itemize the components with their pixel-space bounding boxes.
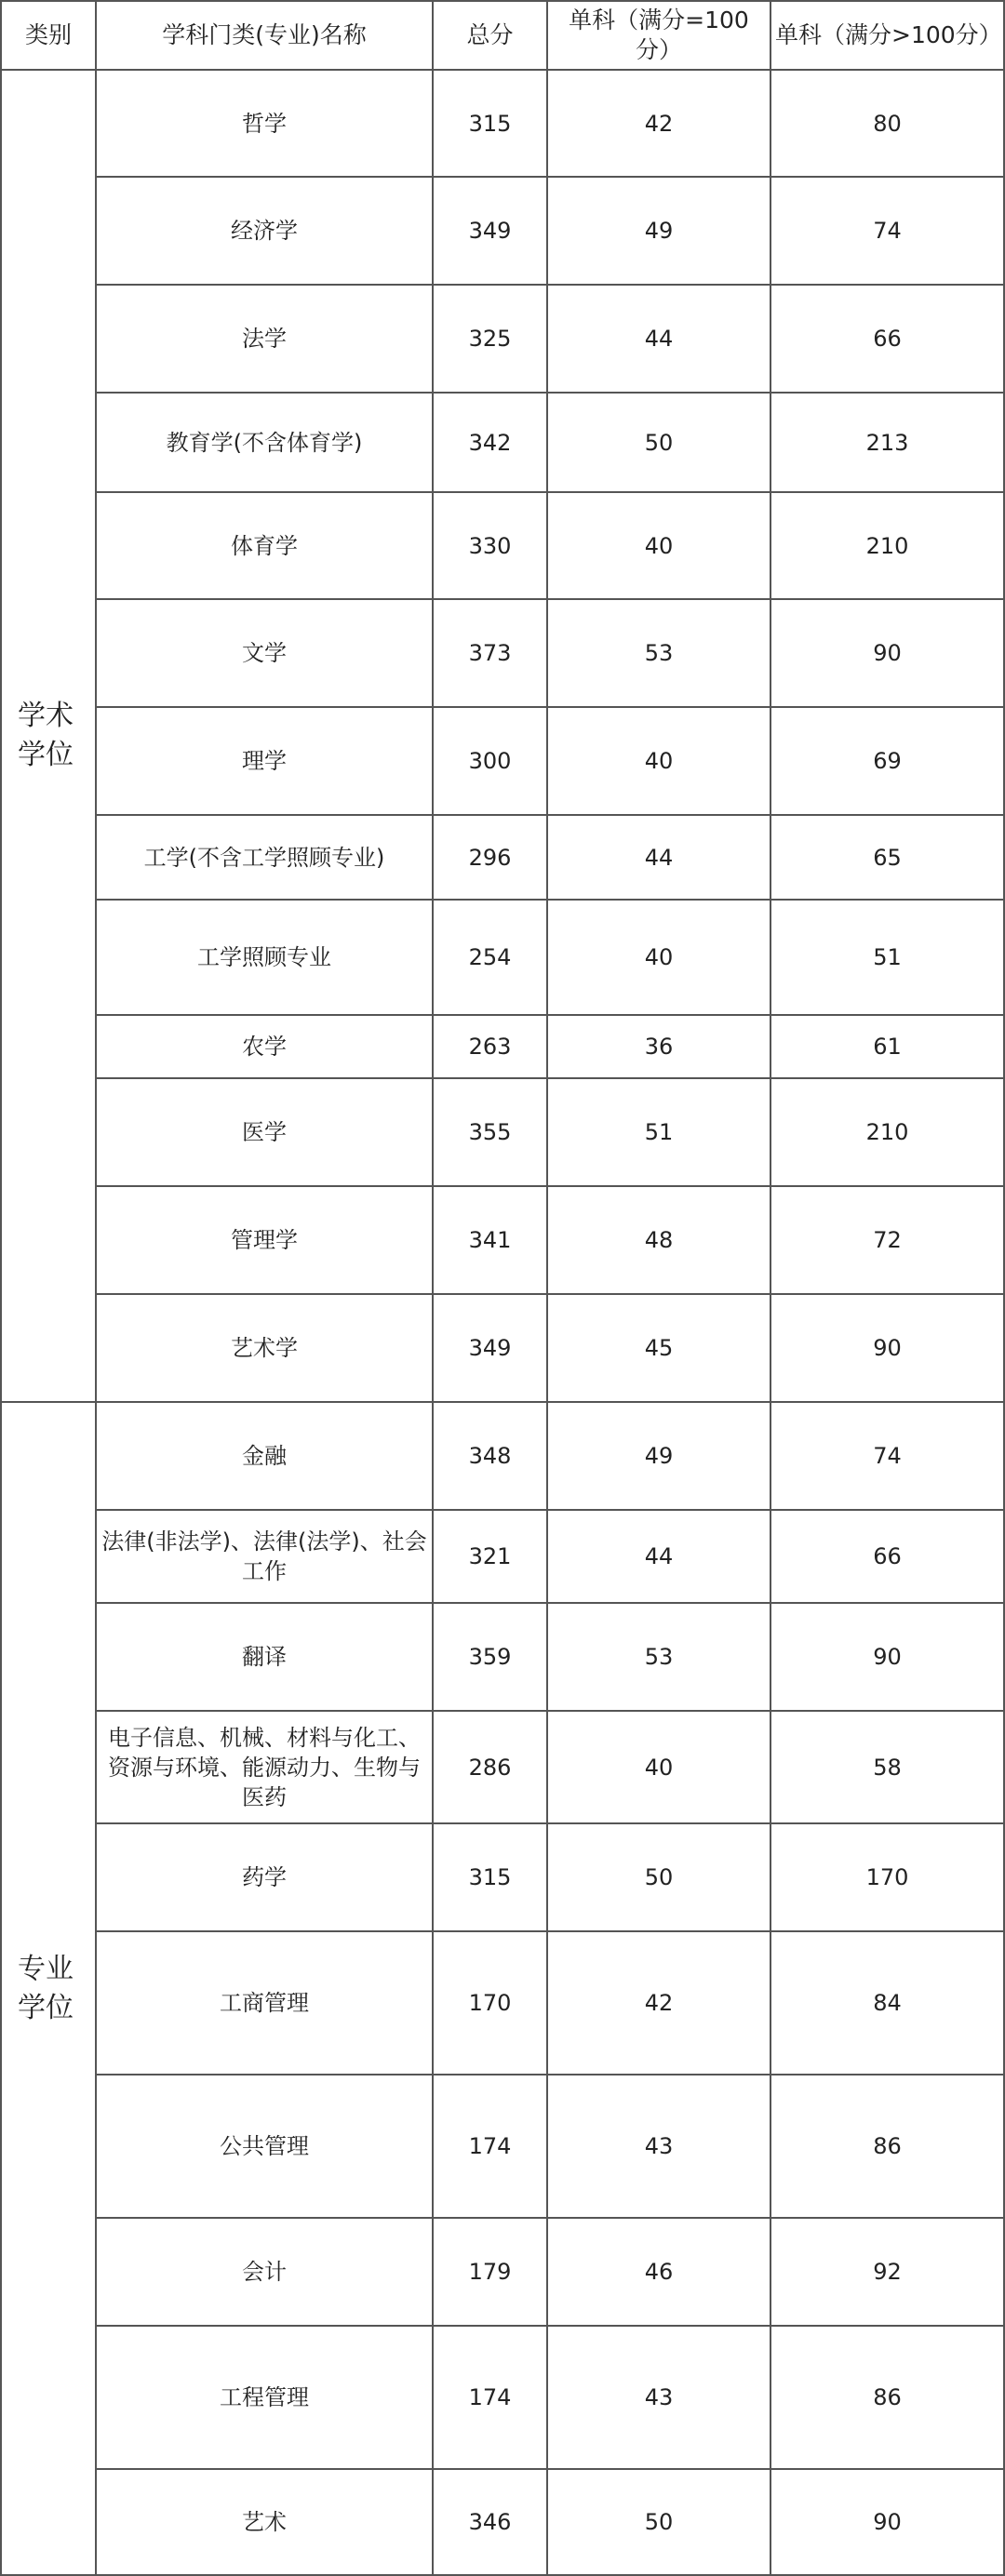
subject-name: 教育学(不含体育学) [96,393,433,492]
single-over-100-score: 65 [770,815,1004,900]
single-over-100-score: 90 [770,1603,1004,1711]
table-body [1,70,1004,2575]
single-100-score: 50 [547,2469,770,2575]
header-single-over-100: 单科（满分>100分） [770,1,1004,70]
category-cell-professional: 专业学位 [1,1402,96,2575]
single-over-100-score: 92 [770,2218,1004,2326]
table-row [1,70,1004,177]
table-row [1,815,1004,900]
subject-name: 医学 [96,1078,433,1186]
total-score: 254 [433,900,547,1015]
subject-name: 会计 [96,2218,433,2326]
table-row [1,1186,1004,1294]
subject-name: 翻译 [96,1603,433,1711]
single-100-score: 43 [547,2075,770,2218]
subject-name: 理学 [96,707,433,815]
single-100-score: 44 [547,1510,770,1603]
total-score: 330 [433,492,547,599]
subject-name: 农学 [96,1015,433,1078]
subject-name: 药学 [96,1823,433,1931]
single-100-score: 44 [547,815,770,900]
table-row [1,2075,1004,2218]
table-row [1,1603,1004,1711]
subject-name: 电子信息、机械、材料与化工、资源与环境、能源动力、生物与医药 [96,1711,433,1823]
table-row [1,285,1004,393]
total-score: 346 [433,2469,547,2575]
total-score: 174 [433,2075,547,2218]
total-score: 315 [433,1823,547,1931]
single-100-score: 45 [547,1294,770,1402]
single-over-100-score: 66 [770,1510,1004,1603]
single-100-score: 49 [547,177,770,285]
single-100-score: 40 [547,900,770,1015]
total-score: 286 [433,1711,547,1823]
subject-name: 工商管理 [96,1931,433,2075]
single-over-100-score: 69 [770,707,1004,815]
table-row [1,1078,1004,1186]
table-row [1,1294,1004,1402]
header-subject: 学科门类(专业)名称 [96,1,433,70]
total-score: 359 [433,1603,547,1711]
subject-name: 工学(不含工学照顾专业) [96,815,433,900]
single-over-100-score: 66 [770,285,1004,393]
total-score: 355 [433,1078,547,1186]
single-over-100-score: 90 [770,599,1004,707]
total-score: 349 [433,1294,547,1402]
single-100-score: 50 [547,1823,770,1931]
subject-name: 经济学 [96,177,433,285]
single-over-100-score: 170 [770,1823,1004,1931]
single-100-score: 42 [547,1931,770,2075]
total-score: 300 [433,707,547,815]
single-over-100-score: 210 [770,1078,1004,1186]
single-100-score: 36 [547,1015,770,1078]
single-100-score: 53 [547,1603,770,1711]
header-row [1,1,1004,70]
header-category: 类别 [1,1,96,70]
total-score: 349 [433,177,547,285]
subject-name: 法律(非法学)、法律(法学)、社会工作 [96,1510,433,1603]
subject-name: 金融 [96,1402,433,1510]
single-100-score: 40 [547,492,770,599]
subject-name: 体育学 [96,492,433,599]
single-100-score: 40 [547,707,770,815]
subject-name: 公共管理 [96,2075,433,2218]
single-100-score: 42 [547,70,770,177]
total-score: 174 [433,2326,547,2469]
single-over-100-score: 86 [770,2326,1004,2469]
table-row [1,1931,1004,2075]
single-100-score: 51 [547,1078,770,1186]
total-score: 263 [433,1015,547,1078]
single-over-100-score: 74 [770,1402,1004,1510]
single-over-100-score: 72 [770,1186,1004,1294]
table-row [1,2469,1004,2575]
table-row [1,2218,1004,2326]
total-score: 321 [433,1510,547,1603]
subject-name: 工程管理 [96,2326,433,2469]
table-row [1,707,1004,815]
single-100-score: 53 [547,599,770,707]
total-score: 342 [433,393,547,492]
table-row [1,492,1004,599]
table-row [1,900,1004,1015]
table-row [1,1402,1004,1510]
single-over-100-score: 86 [770,2075,1004,2218]
single-over-100-score: 90 [770,2469,1004,2575]
single-over-100-score: 61 [770,1015,1004,1078]
single-over-100-score: 58 [770,1711,1004,1823]
single-100-score: 50 [547,393,770,492]
single-over-100-score: 84 [770,1931,1004,2075]
single-over-100-score: 90 [770,1294,1004,1402]
subject-name: 法学 [96,285,433,393]
header-total: 总分 [433,1,547,70]
total-score: 373 [433,599,547,707]
table-row [1,1015,1004,1078]
table-row [1,599,1004,707]
single-100-score: 43 [547,2326,770,2469]
total-score: 341 [433,1186,547,1294]
total-score: 179 [433,2218,547,2326]
single-over-100-score: 51 [770,900,1004,1015]
subject-name: 艺术学 [96,1294,433,1402]
table-row [1,1823,1004,1931]
total-score: 315 [433,70,547,177]
single-100-score: 46 [547,2218,770,2326]
total-score: 348 [433,1402,547,1510]
subject-name: 艺术 [96,2469,433,2575]
total-score: 325 [433,285,547,393]
single-over-100-score: 210 [770,492,1004,599]
subject-name: 工学照顾专业 [96,900,433,1015]
table-row [1,1711,1004,1823]
subject-name: 哲学 [96,70,433,177]
table-row [1,1510,1004,1603]
subject-name: 文学 [96,599,433,707]
table-row [1,2326,1004,2469]
single-100-score: 40 [547,1711,770,1823]
table-row [1,393,1004,492]
total-score: 296 [433,815,547,900]
category-cell-academic: 学术学位 [1,70,96,1402]
single-100-score: 49 [547,1402,770,1510]
single-100-score: 48 [547,1186,770,1294]
subject-name: 管理学 [96,1186,433,1294]
header-single-100: 单科（满分=100分） [547,1,770,70]
single-over-100-score: 74 [770,177,1004,285]
single-100-score: 44 [547,285,770,393]
single-over-100-score: 80 [770,70,1004,177]
table-row [1,177,1004,285]
total-score: 170 [433,1931,547,2075]
single-over-100-score: 213 [770,393,1004,492]
